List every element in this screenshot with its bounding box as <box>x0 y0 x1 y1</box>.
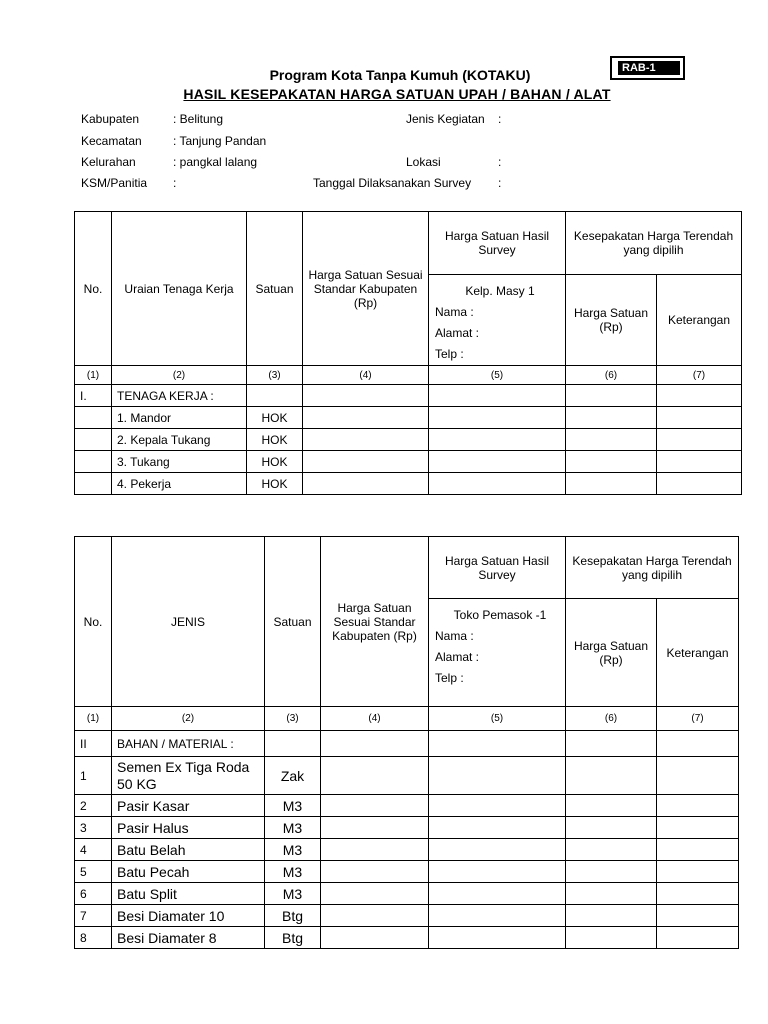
item-name: Batu Split <box>112 883 265 905</box>
tanggal-survey-label: Tanggal Dilaksanakan Survey <box>313 176 472 190</box>
survey-nama: Nama : <box>435 629 474 643</box>
lokasi-value: : <box>498 155 502 169</box>
survey-source-cell <box>429 275 566 366</box>
header-kesepakatan: Kesepakatan Harga Terendah yang dipilih <box>566 212 742 275</box>
kelurahan-value: : pangkal lalang <box>173 155 258 169</box>
header-no: No. <box>75 212 112 366</box>
item-unit: HOK <box>247 473 303 495</box>
kecamatan-value: : Tanjung Pandan <box>173 134 267 148</box>
table-row <box>75 795 739 817</box>
item-unit: M3 <box>265 861 321 883</box>
survey-source: Kelp. Masy 1 <box>465 284 535 298</box>
col-number: (7) <box>657 366 742 385</box>
ksm-label: KSM/Panitia <box>81 176 148 190</box>
item-number: 2 <box>75 795 112 817</box>
item-name: 1. Mandor <box>112 407 247 429</box>
item-unit: HOK <box>247 407 303 429</box>
col-number: (6) <box>566 366 657 385</box>
survey-nama: Nama : <box>435 305 474 319</box>
header-keterangan: Keterangan <box>657 599 739 707</box>
table-row <box>75 429 742 451</box>
item-number: 3 <box>75 817 112 839</box>
item-name: Pasir Kasar <box>112 795 265 817</box>
item-unit: M3 <box>265 883 321 905</box>
item-unit: HOK <box>247 451 303 473</box>
kabupaten-value: : Belitung <box>173 112 224 126</box>
item-name: Besi Diamater 10 <box>112 905 265 927</box>
item-name: Pasir Halus <box>112 817 265 839</box>
jenis-kegiatan-label: Jenis Kegiatan <box>406 112 485 126</box>
item-unit: Btg <box>265 927 321 949</box>
table-row <box>75 817 739 839</box>
item-unit: Zak <box>265 757 321 795</box>
section-number: I. <box>75 385 112 407</box>
item-number: 5 <box>75 861 112 883</box>
tanggal-survey-value: : <box>498 176 502 190</box>
item-name: Besi Diamater 8 <box>112 927 265 949</box>
table-row <box>75 407 742 429</box>
item-name: 4. Pekerja <box>112 473 247 495</box>
table-row <box>75 861 739 883</box>
item-unit: HOK <box>247 429 303 451</box>
survey-alamat: Alamat : <box>435 650 480 664</box>
document-subtitle: HASIL KESEPAKATAN HARGA SATUAN UPAH / BAHAN / ALAT <box>183 86 611 102</box>
material-price-table <box>74 536 739 949</box>
col-number: (1) <box>75 707 112 731</box>
header-no: No. <box>75 537 112 707</box>
table-row <box>75 905 739 927</box>
column-number-row <box>75 366 742 385</box>
col-number: (5) <box>429 366 566 385</box>
header-keterangan: Keterangan <box>657 275 742 366</box>
item-name: Batu Belah <box>112 839 265 861</box>
header-harga-satuan: Harga Satuan (Rp) <box>566 275 657 366</box>
section-label: TENAGA KERJA : <box>112 385 247 407</box>
item-number: 4 <box>75 839 112 861</box>
item-unit: Btg <box>265 905 321 927</box>
item-number: 8 <box>75 927 112 949</box>
table-row <box>75 473 742 495</box>
kabupaten-label: Kabupaten <box>81 112 140 126</box>
col-number: (7) <box>657 707 739 731</box>
kelurahan-label: Kelurahan <box>81 155 136 169</box>
survey-source: Toko Pemasok -1 <box>453 608 547 622</box>
section-number: II <box>75 731 112 757</box>
header-kesepakatan: Kesepakatan Harga Terendah yang dipilih <box>566 537 739 599</box>
header-uraian: Uraian Tenaga Kerja <box>112 212 247 366</box>
header-harga-standar: Harga Satuan Sesuai Standar Kabupaten (Rp) <box>303 212 429 366</box>
ksm-value: : <box>173 176 177 190</box>
item-name: Semen Ex Tiga Roda 50 KG <box>112 757 265 795</box>
item-name: 2. Kepala Tukang <box>112 429 247 451</box>
item-unit: M3 <box>265 795 321 817</box>
survey-telp: Telp : <box>435 347 464 361</box>
header-harga-survey: Harga Satuan Hasil Survey <box>429 537 566 599</box>
item-number: 1 <box>75 757 112 795</box>
header-harga-survey: Harga Satuan Hasil Survey <box>429 212 566 275</box>
item-name: 3. Tukang <box>112 451 247 473</box>
header-jenis: JENIS <box>112 537 265 707</box>
table-row <box>75 451 742 473</box>
kecamatan-label: Kecamatan <box>81 134 142 148</box>
survey-alamat: Alamat : <box>435 326 480 340</box>
col-number: (3) <box>265 707 321 731</box>
table-row <box>75 883 739 905</box>
col-number: (2) <box>112 366 247 385</box>
item-number: 7 <box>75 905 112 927</box>
document-title: Program Kota Tanpa Kumuh (KOTAKU) <box>269 67 531 83</box>
header-harga-standar: Harga Satuan Sesuai Standar Kabupaten (Rp) <box>321 537 429 707</box>
item-unit: M3 <box>265 839 321 861</box>
survey-source-cell <box>429 599 566 707</box>
col-number: (3) <box>247 366 303 385</box>
header-harga-satuan: Harga Satuan (Rp) <box>566 599 657 707</box>
table-row <box>75 927 739 949</box>
form-code-label: RAB-1 <box>618 61 680 75</box>
table-row <box>75 839 739 861</box>
col-number: (6) <box>566 707 657 731</box>
column-number-row <box>75 707 739 731</box>
col-number: (4) <box>321 707 429 731</box>
section-row <box>75 731 739 757</box>
col-number: (5) <box>429 707 566 731</box>
survey-telp: Telp : <box>435 671 464 685</box>
header-satuan: Satuan <box>265 537 321 707</box>
col-number: (2) <box>112 707 265 731</box>
section-label: BAHAN / MATERIAL : <box>112 731 265 757</box>
item-number: 6 <box>75 883 112 905</box>
item-name: Batu Pecah <box>112 861 265 883</box>
item-unit: M3 <box>265 817 321 839</box>
table-row <box>75 757 739 795</box>
jenis-kegiatan-value: : <box>498 112 502 126</box>
col-number: (1) <box>75 366 112 385</box>
section-row <box>75 385 742 407</box>
header-satuan: Satuan <box>247 212 303 366</box>
lokasi-label: Lokasi <box>406 155 441 169</box>
labor-price-table <box>74 211 742 495</box>
col-number: (4) <box>303 366 429 385</box>
